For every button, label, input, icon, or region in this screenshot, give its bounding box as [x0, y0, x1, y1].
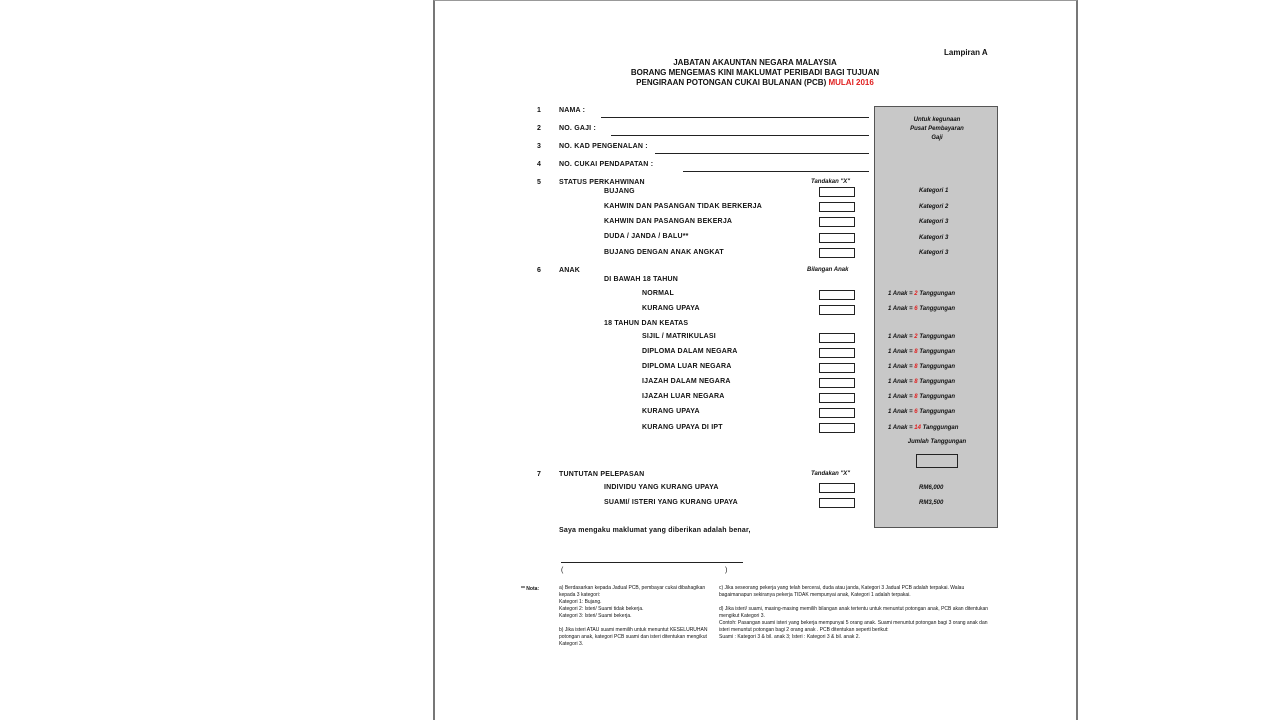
dependents-diploma-luar: 1 Anak = 8 Tanggungan [888, 364, 956, 370]
header-line-3 [545, 78, 965, 88]
child-diploma-dalam-label: DIPLOMA DALAM NEGARA [642, 348, 738, 355]
field-2-number: 2 [537, 125, 541, 132]
note-a3: Kategori 3: Isteri/ Suami bekerja. [559, 613, 632, 619]
child-ijazah-dalam-count[interactable] [819, 378, 855, 388]
panel-note-3: Gaji [931, 135, 943, 141]
child-diploma-dalam-count[interactable] [819, 348, 855, 358]
dependents-ijazah-dalam: 1 Anak = 8 Tanggungan [888, 379, 956, 385]
dependents-normal: 1 Anak = 2 Tanggungan [888, 291, 956, 297]
child-normal-label: NORMAL [642, 290, 674, 297]
notes-left-column [559, 585, 709, 648]
tax-no-input-line[interactable] [683, 162, 869, 172]
kategori-2: Kategori 2 [919, 204, 949, 210]
child-ku18-count[interactable] [819, 408, 855, 418]
child-ku-count[interactable] [819, 305, 855, 315]
field-3-label: NO. KAD PENGENALAN : [559, 143, 648, 150]
note-d1: Contoh: Pasangan suami isteri yang bekerja mempunyai 5 orang anak. Suami menuntut potongan bagi 3 orang anak dan isteri menuntut potongan bagi 2 orang anak . PCB ditentukan seperti berikut: [719, 620, 988, 633]
section-7-number: 7 [537, 471, 541, 478]
panel-note-2: Pusat Pembayaran [910, 126, 964, 132]
field-4-number: 4 [537, 161, 541, 168]
signature-open-paren: ( [561, 567, 564, 574]
relief-option-2: SUAMI/ ISTERI YANG KURANG UPAYA [604, 499, 738, 506]
child-sijil-count[interactable] [819, 333, 855, 343]
office-use-panel [874, 106, 998, 528]
note-b: b) Jika isteri ATAU suami memilih untuk menuntut KESELURUHAN potongan anak, kategori PCB suami dan isteri ditentukan mengikut Kategori 3. [559, 627, 708, 647]
panel-note-1: Untuk kegunaan [913, 117, 961, 123]
marital-option-2: KAHWIN DAN PASANGAN TIDAK BERKERJA [604, 203, 762, 210]
field-1-number: 1 [537, 107, 541, 114]
marital-checkbox-2[interactable] [819, 202, 855, 212]
total-dependents-box[interactable] [916, 454, 958, 468]
children-hint: Bilangan Anak [807, 267, 849, 273]
field-2-label: NO. GAJI : [559, 125, 597, 132]
marital-hint: Tandakan "X" [811, 179, 851, 185]
header-line-2: BORANG MENGEMAS KINI MAKLUMAT PERIBADI BAGI TUJUAN [630, 68, 880, 77]
notes-label: ** Nota: [521, 586, 540, 592]
note-a2: Kategori 2: Isteri/ Suami tidak bekerja. [559, 606, 644, 612]
appendix-label: Lampiran A [944, 48, 988, 57]
field-3-number: 3 [537, 143, 541, 150]
total-dependents-label: Jumlah Tanggungan [907, 439, 967, 445]
marital-checkbox-5[interactable] [819, 248, 855, 258]
child-normal-count[interactable] [819, 290, 855, 300]
declaration: Saya mengaku maklumat yang diberikan adalah benar, [559, 527, 751, 534]
kategori-3a: Kategori 3 [919, 219, 949, 225]
over-18-title: 18 TAHUN DAN KEATAS [604, 320, 689, 327]
dependents-ijazah-luar: 1 Anak = 8 Tanggungan [888, 394, 956, 400]
child-ijazah-luar-count[interactable] [819, 393, 855, 403]
form-page [433, 0, 1078, 720]
child-ku-ipt-count[interactable] [819, 423, 855, 433]
marital-checkbox-1[interactable] [819, 187, 855, 197]
dependents-diploma-dalam: 1 Anak = 8 Tanggungan [888, 349, 956, 355]
section-5-number: 5 [537, 179, 541, 186]
dependents-kurang-upaya: 1 Anak = 6 Tanggungan [888, 306, 956, 312]
child-ijazah-luar-label: IJAZAH LUAR NEGARA [642, 393, 725, 400]
dependents-sijil: 1 Anak = 2 Tanggungan [888, 334, 956, 340]
under-18-title: DI BAWAH 18 TAHUN [604, 276, 679, 283]
notes-right-column [719, 585, 991, 641]
no-gaji-input-line[interactable] [611, 126, 869, 136]
child-ku18-label: KURANG UPAYA [642, 408, 700, 415]
child-ku-label: KURANG UPAYA [642, 305, 700, 312]
relief-checkbox-1[interactable] [819, 483, 855, 493]
marital-option-3: KAHWIN DAN PASANGAN BEKERJA [604, 218, 733, 225]
child-diploma-luar-count[interactable] [819, 363, 855, 373]
dependents-kurang-upaya-ipt: 1 Anak = 14 Tanggungan [888, 425, 959, 431]
marital-option-4: DUDA / JANDA / BALU** [604, 233, 689, 240]
signature-close-paren: ) [725, 567, 728, 574]
kategori-3b: Kategori 3 [919, 235, 949, 241]
relief-amount-2: RM3,500 [919, 500, 944, 506]
child-ijazah-dalam-label: IJAZAH DALAM NEGARA [642, 378, 731, 385]
nama-input-line[interactable] [601, 108, 869, 118]
marital-checkbox-3[interactable] [819, 217, 855, 227]
marital-option-5: BUJANG DENGAN ANAK ANGKAT [604, 249, 724, 256]
header-line-1: JABATAN AKAUNTAN NEGARA MALAYSIA [673, 58, 837, 67]
relief-hint: Tandakan "X" [811, 471, 851, 477]
child-ku-ipt-label: KURANG UPAYA DI IPT [642, 424, 723, 431]
signature-line[interactable] [561, 561, 743, 563]
field-4-label: NO. CUKAI PENDAPATAN : [559, 161, 654, 168]
dependents-kurang-upaya-18: 1 Anak = 6 Tanggungan [888, 409, 956, 415]
kategori-1: Kategori 1 [919, 188, 949, 194]
relief-option-1: INDIVIDU YANG KURANG UPAYA [604, 484, 719, 491]
section-6-number: 6 [537, 267, 541, 274]
note-a: a) Berdasarkan kepada Jadual PCB, pembayar cukai dibahagikan kepada 3 kategori: [559, 585, 706, 598]
note-a1: Kategori 1: Bujang. [559, 599, 602, 605]
note-d2: Suami : Kategori 3 & bil. anak 3; Isteri : Kategori 3 & bil. anak 2. [719, 634, 860, 640]
kategori-3c: Kategori 3 [919, 250, 949, 256]
note-d: d) Jika isteri/ suami, masing-masing memilih bilangan anak tertentu untuk menuntut potongan anak, PCB akan ditentukan mengikut Kategori 3. [719, 606, 989, 619]
relief-title: TUNTUTAN PELEPASAN [559, 471, 645, 478]
header-line-3-text: PENGIRAAN POTONGAN CUKAI BULANAN (PCB) [636, 78, 827, 87]
marital-title: STATUS PERKAHWINAN [559, 179, 645, 186]
relief-checkbox-2[interactable] [819, 498, 855, 508]
children-title: ANAK [559, 267, 581, 274]
child-diploma-luar-label: DIPLOMA LUAR NEGARA [642, 363, 732, 370]
child-sijil-label: SIJIL / MATRIKULASI [642, 333, 716, 340]
relief-amount-1: RM6,000 [919, 485, 944, 491]
header-year: MULAI 2016 [828, 78, 874, 87]
marital-checkbox-4[interactable] [819, 233, 855, 243]
field-1-label: NAMA : [559, 107, 586, 114]
note-c: c) Jika seseorang pekerja yang telah bercerai, duda atau janda, Kategori 3 Jadual PCB adalah terpakai. Walau bagaimanapun sekiranya pekerja TIDAK mempunyai anak, Kategori 1 adalah terpakai. [719, 585, 965, 598]
marital-option-1: BUJANG [604, 188, 635, 195]
ic-input-line[interactable] [655, 144, 869, 154]
